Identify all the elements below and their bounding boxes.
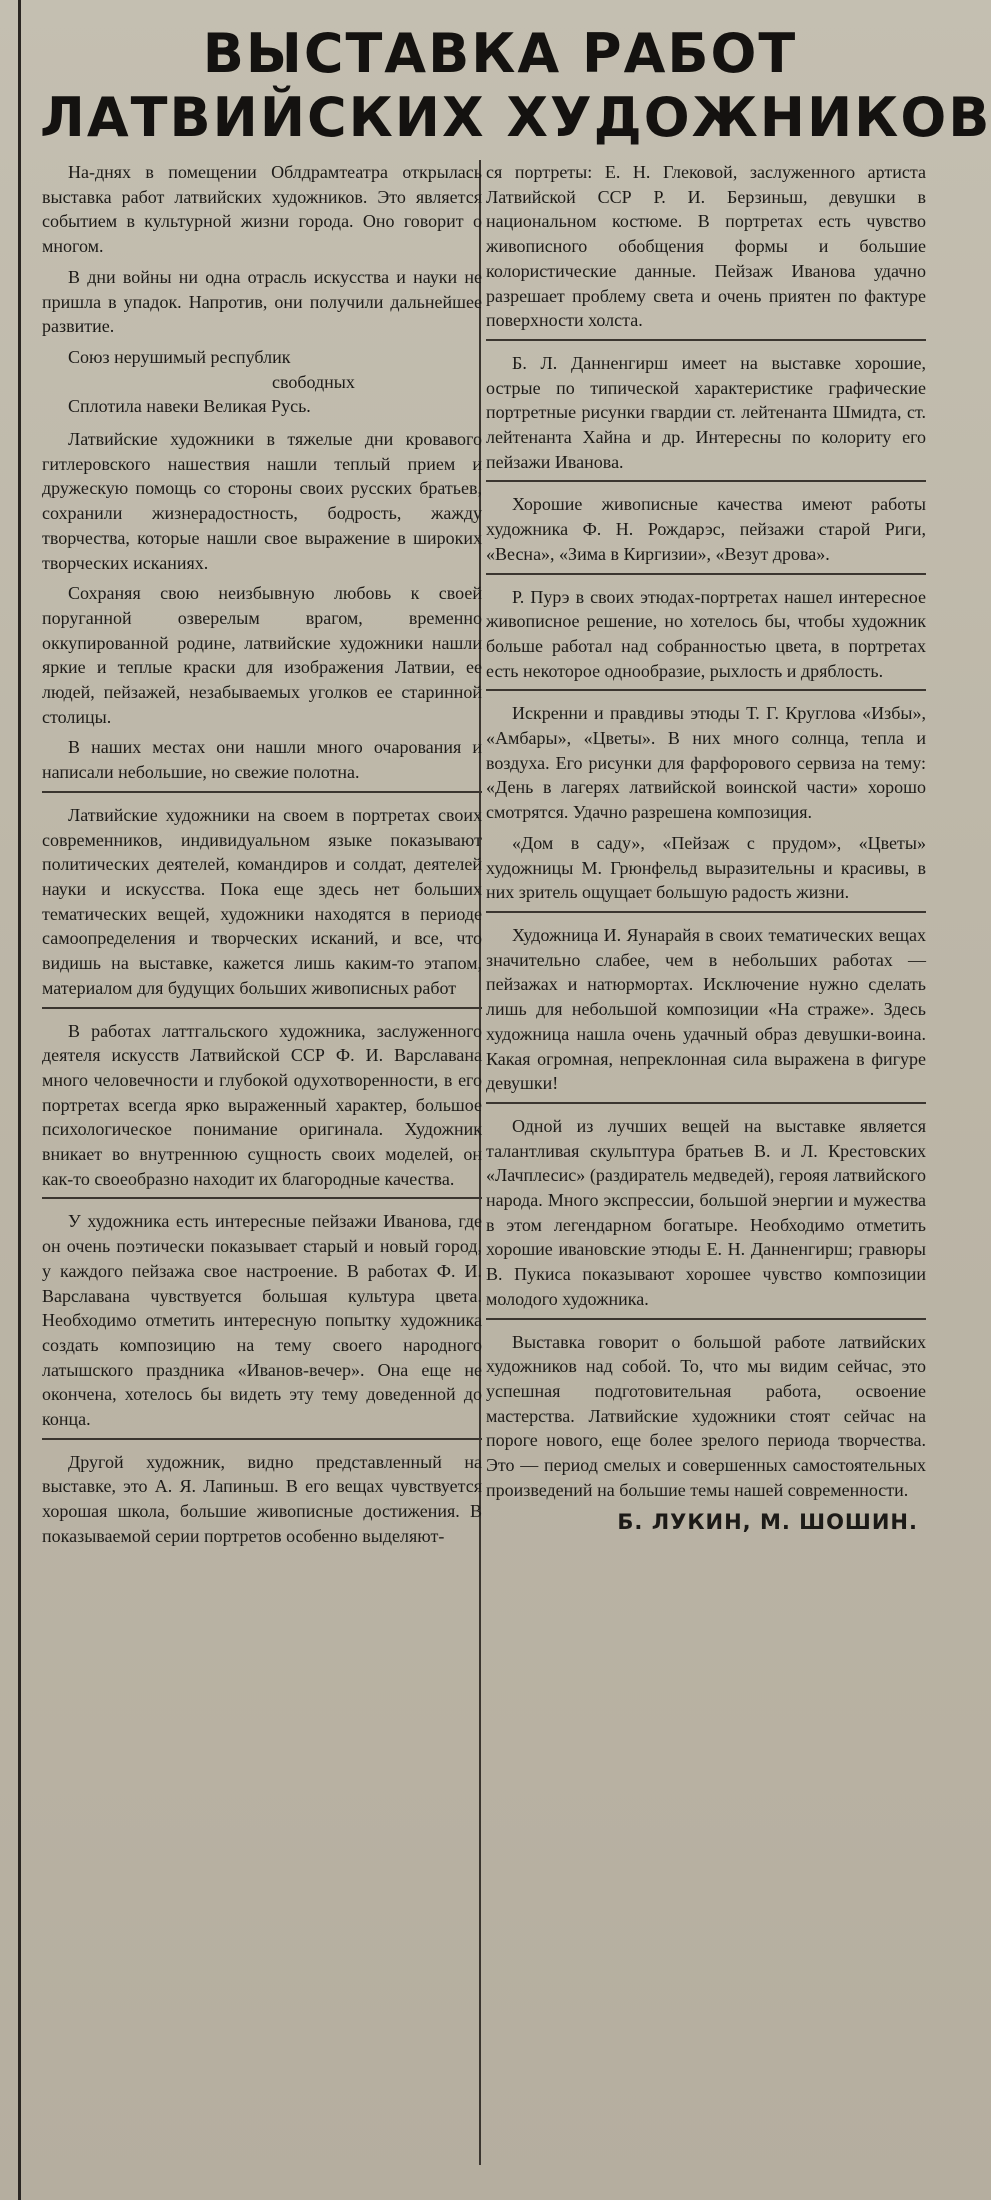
section-rule (486, 911, 926, 913)
section-rule (486, 573, 926, 575)
section-rule (42, 1197, 482, 1199)
paragraph: Сохраняя свою неизбывную любовь к своей поруганной озверелым врагом, временно оккупированной родине, латвийские художники нашли яркие и теплые краски для изображения Латвии, ее людей, пейзажей, незабываемых уголков ее старинной столицы. (42, 583, 482, 727)
paragraph: Художница И. Яунарайя в своих тематических вещах значительно слабее, чем в небольших работах — пейзажах и натюрмортах. Исключение нужно сделать лишь для небольшой композиции «На страже». Здесь художница нашла очень удачный образ девушки-воина. Какая огромная, непреклонная сила выражена в фигуре девушки! (486, 924, 926, 1094)
section-rule (486, 1318, 926, 1320)
paragraph: Искренни и правдивы этюды Т. Г. Круглова «Избы», «Амбары», «Цветы». В них много солнца, тепла и воздуха. Его рисунки для фарфорового сервиза на тему: «День в лагерях латвийской воинской части» хорошо смотрятся. Удачно разрешена композиция. (486, 703, 926, 823)
section-rule (486, 1102, 926, 1104)
article-headline (40, 22, 991, 150)
paragraph: Другой художник, видно представленный на выставке, это А. Я. Лапиньш. В его вещах чувствуется хорошая школа, большие живописные достижения. В показываемой серии портретов особенно выделяют- (42, 1451, 482, 1546)
page-edge-rule (18, 0, 21, 2200)
paragraph: В работах латтгальского художника, заслуженного деятеля искусств Латвийской ССР Ф. И. Варславана много человечности и глубокой одухотворенности, в его портретах всегда ярко выраженный характер, большое психологическое понимание оригинала. Художник вникает во внутреннюю сущность своих моделей, он как-то своеобразно находит их благородные качества. (42, 1020, 482, 1189)
left-column (42, 160, 482, 1555)
author-signature: Б. ЛУКИН, М. ШОШИН. (617, 1510, 918, 1535)
paragraph: В дни войны ни одна отрасль искусства и науки не пришла в упадок. Напротив, они получили дальнейшее развитие. (42, 266, 482, 337)
section-rule (42, 791, 482, 793)
paragraph: Выставка говорит о большой работе латвийских художников над собой. То, что мы видим сейчас, это успешная подготовительная работа, освоение мастерства. Латвийские художники стоят сейчас на пороге нового, еще более зрелого периода творчества. Это — период смелых и совершенных самостоятельных произведений на большие темы нашей современности. (486, 1331, 926, 1500)
paragraph: На-днях в помещении Облдрамтеатра открылась выставка работ латвийских художников. Это является событием в культурной жизни города. Оно говорит о многом. (42, 162, 482, 257)
section-rule (42, 1007, 482, 1009)
headline-line-2: ЛАТВИЙСКИХ ХУДОЖНИКОВ (40, 86, 991, 149)
verse-line: Сплотила навеки Великая Русь. (68, 396, 311, 417)
article-body (42, 160, 967, 2175)
section-rule (42, 1438, 482, 1440)
paragraph: В наших местах они нашли много очарования и написали небольшие, но свежие полотна. (42, 737, 482, 783)
paragraph: Одной из лучших вещей на выставке является талантливая скульптура братьев В. и Л. Крестовских «Лачплесис» (раздиратель медведей), герояя латвийского народа. Много экспрессии, большой энергии и мужества в этом легендарном богатыре. Необходимо отметить хорошие ивановские этюды Е. Н. Данненгирш; гравюры В. Пукиса показывают хорошее чувство композиции молодого художника. (486, 1115, 926, 1309)
paragraph: ся портреты: Е. Н. Глековой, заслуженного артиста Латвийской ССР Р. И. Берзиньш, девушки в национальном костюме. В портретах есть чувство живописного обобщения формы и большие колористические данные. Пейзаж Иванова удачно разрешает проблему света и очень приятен по фактуре поверхности холста. (486, 162, 926, 331)
verse-quote (42, 345, 482, 419)
paragraph: «Дом в саду», «Пейзаж с прудом», «Цветы» художницы М. Грюнфельд выразительны и красивы, в них зритель ощущает большую радость жизни. (486, 832, 926, 903)
paragraph: Б. Л. Данненгирш имеет на выставке хорошие, острые по типической характеристике графические портретные рисунки гвардии ст. лейтенанта Шмидта, ст. лейтенанта Хайна и др. Интересны по колориту его пейзажи Иванова. (486, 352, 926, 472)
paragraph: Хорошие живописные качества имеют работы художника Ф. Н. Рождарэс, пейзажи старой Риги, «Весна», «Зима в Киргизии», «Везут дрова». (486, 494, 926, 564)
section-rule (486, 689, 926, 691)
section-rule (486, 480, 926, 482)
verse-line: Союз нерушимый республик (68, 346, 291, 367)
verse-line: свободных (272, 371, 355, 392)
paragraph: Латвийские художники на своем в портретах своих современников, индивидуальном языке показывают политических деятелей, командиров и солдат, деятелей науки и искусства. Пока еще здесь нет больших тематических вещей, художники находятся в периоде самоопределения и творческих исканий, и все, что видишь на выставке, кажется лишь каким-то этапом, материалом для будущих больших живописных работ (42, 804, 482, 998)
paragraph: Латвийские художники в тяжелые дни кровавого гитлеровского нашествия нашли теплый прием и дружескую помощь со стороны своих русских братьев, сохранили жизнерадостность, бодрость, жажду творчества, которые нашли свое выражение в широких творческих исканиях. (42, 429, 482, 573)
paragraph: Р. Пурэ в своих этюдах-портретах нашел интересное живописное решение, но хотелось бы, чтобы художник больше работал над собранностью цвета, в портретах есть некоторое однообразие, рыхлость и дряблость. (486, 586, 926, 681)
right-column (486, 160, 926, 1535)
headline-line-1: ВЫСТАВКА РАБОТ (202, 22, 798, 85)
paragraph: У художника есть интересные пейзажи Иванова, где он очень поэтически показывает старый и новый город, у каждого пейзажа свое настроение. В работах Ф. И. Варславана чувствуется большая культура цвета. Необходимо отметить интересную попытку художника создать композицию на тему своего народного латышского праздника «Иванов-вечер». Она еще не окончена, хотелось бы видеть эту тему доведенной до конца. (42, 1211, 482, 1430)
section-rule (486, 339, 926, 341)
